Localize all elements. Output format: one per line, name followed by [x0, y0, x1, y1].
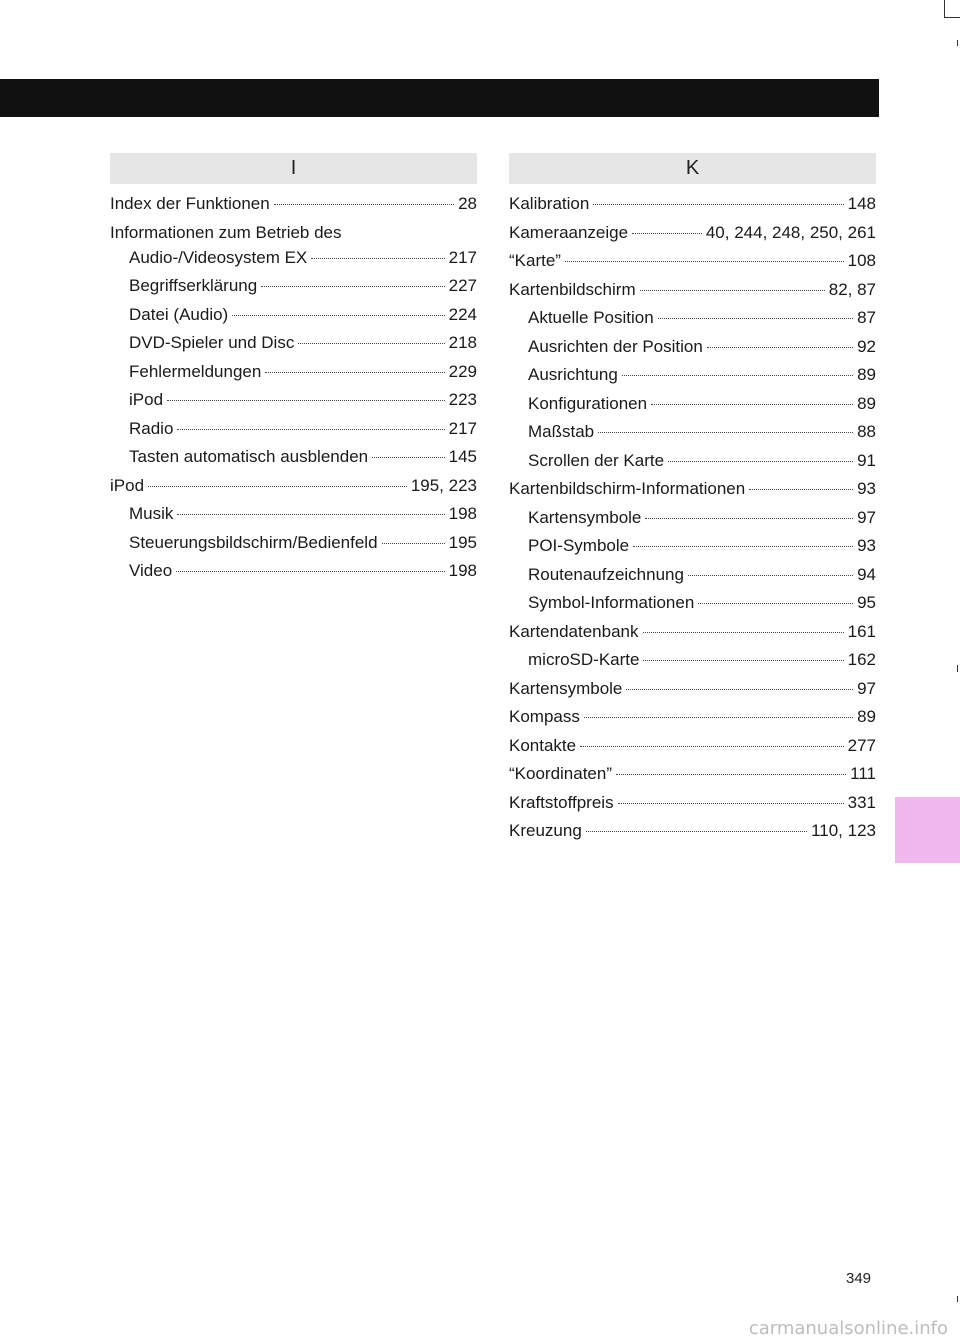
entry-page-reference[interactable]: 162 — [847, 650, 876, 669]
index-entry — [110, 504, 477, 533]
entry-page-reference[interactable]: 89 — [857, 365, 876, 384]
index-entry — [509, 536, 876, 565]
entry-page-reference[interactable]: 198 — [448, 561, 477, 580]
dot-leader — [382, 543, 445, 544]
entry-page-reference[interactable]: 224 — [448, 304, 477, 324]
entry-page-reference[interactable]: 95 — [857, 593, 876, 612]
index-entry — [110, 248, 477, 277]
header-bar — [0, 79, 879, 117]
crop-mark — [957, 40, 958, 46]
dot-leader — [265, 372, 444, 373]
index-entry — [509, 679, 876, 708]
index-entry — [509, 821, 876, 850]
entry-page-reference[interactable]: 82, 87 — [828, 279, 876, 299]
dot-leader — [618, 803, 844, 804]
entry-label: Kreuzung — [509, 821, 582, 840]
entry-label: Kalibration — [509, 194, 590, 213]
dot-leader — [311, 258, 444, 259]
entry-label: Audio-/Videosystem EX — [129, 247, 308, 267]
dot-leader — [177, 514, 444, 515]
index-entry — [509, 707, 876, 736]
page-number: 349 — [846, 1270, 872, 1287]
dot-leader — [148, 486, 407, 487]
index-entry — [110, 390, 477, 419]
crop-mark — [957, 665, 958, 672]
entry-label: Kartensymbole — [528, 507, 642, 527]
entry-page-reference[interactable]: 97 — [857, 678, 876, 698]
entry-page-reference[interactable]: 93 — [857, 536, 876, 555]
entry-page-reference[interactable]: 88 — [857, 422, 876, 441]
entry-page-reference[interactable]: 87 — [857, 308, 876, 327]
entry-label: Kontakte — [509, 735, 577, 755]
dot-leader — [372, 457, 445, 458]
entry-label: microSD-Karte — [528, 650, 640, 669]
index-entry — [110, 276, 477, 305]
entry-label: Ausrichten der Position — [528, 336, 703, 356]
entry-label: Kartenbildschirm-Informationen — [509, 479, 746, 498]
entry-page-reference[interactable]: 145 — [448, 447, 477, 466]
index-entry — [509, 337, 876, 366]
entry-label: Ausrichtung — [528, 365, 618, 384]
entry-page-reference[interactable]: 217 — [448, 247, 477, 267]
dot-leader — [167, 400, 445, 401]
entry-label: Begriffserklärung — [129, 276, 258, 295]
index-entry — [509, 479, 876, 508]
dot-leader — [593, 204, 843, 205]
index-entry — [509, 736, 876, 765]
section-thumb-tab — [895, 797, 960, 863]
dot-leader — [622, 375, 853, 376]
entry-label: Informationen zum Betrieb des — [110, 222, 342, 242]
entry-label: Kartensymbole — [509, 678, 623, 698]
entry-label: iPod — [129, 390, 164, 409]
entry-page-reference[interactable]: 148 — [847, 194, 876, 213]
entry-label: Routenaufzeichnung — [528, 564, 684, 584]
entry-label: Symbol-Informationen — [528, 593, 695, 612]
crop-mark — [957, 1296, 958, 1302]
entry-page-reference[interactable]: 229 — [448, 361, 477, 381]
dot-leader — [658, 318, 853, 319]
entry-page-reference[interactable]: 161 — [847, 621, 876, 641]
dot-leader — [698, 603, 853, 604]
dot-leader — [643, 660, 843, 661]
index-entry — [509, 650, 876, 679]
index-entry — [110, 533, 477, 562]
dot-leader — [688, 575, 853, 576]
entry-label: Musik — [129, 504, 174, 523]
entry-page-reference[interactable]: 92 — [857, 336, 876, 356]
index-entry — [509, 764, 876, 793]
dot-leader — [580, 746, 844, 747]
dot-leader — [645, 518, 853, 519]
index-entry — [509, 622, 876, 651]
dot-leader — [626, 689, 853, 690]
dot-leader — [298, 343, 444, 344]
entry-page-reference[interactable]: 91 — [857, 450, 876, 470]
entry-page-reference[interactable]: 227 — [448, 276, 477, 295]
index-entry — [509, 565, 876, 594]
entry-label: iPod — [110, 475, 145, 495]
entry-label: Steuerungsbildschirm/Bedienfeld — [129, 532, 378, 552]
entry-page-reference[interactable]: 110, 123 — [811, 821, 876, 840]
dot-leader — [586, 831, 807, 832]
entry-page-reference[interactable]: 331 — [847, 792, 876, 812]
dot-leader — [749, 489, 853, 490]
index-entry — [110, 476, 477, 505]
entry-label: Kraftstoffpreis — [509, 792, 614, 812]
dot-leader — [176, 571, 444, 572]
entry-list — [110, 194, 477, 590]
entry-label: Index der Funktionen — [110, 194, 270, 213]
dot-leader — [261, 286, 444, 287]
entry-label: Konfigurationen — [528, 393, 648, 413]
entry-label: Video — [129, 561, 173, 580]
entry-page-reference[interactable]: 223 — [448, 390, 477, 409]
index-entry — [110, 561, 477, 590]
entry-page-reference[interactable]: 111 — [850, 764, 876, 783]
entry-page-reference[interactable]: 218 — [448, 333, 477, 352]
entry-page-reference[interactable]: 94 — [857, 564, 876, 584]
entry-page-reference[interactable]: 93 — [857, 479, 876, 498]
dot-leader — [598, 432, 853, 433]
entry-label: Scrollen der Karte — [528, 450, 665, 470]
index-entry — [110, 223, 477, 248]
dot-leader — [651, 404, 853, 405]
entry-label: Radio — [129, 418, 174, 438]
index-entry — [110, 194, 477, 223]
index-entry — [509, 451, 876, 480]
dot-leader — [633, 546, 853, 547]
entry-label: Kameraanzeige — [509, 222, 629, 242]
entry-page-reference[interactable]: 40, 244, 248, 250, 261 — [705, 222, 876, 242]
dot-leader — [232, 315, 444, 316]
entry-page-reference[interactable]: 89 — [857, 393, 876, 413]
entry-page-reference[interactable]: 195, 223 — [410, 475, 477, 495]
index-entry — [509, 365, 876, 394]
index-entry — [110, 305, 477, 334]
dot-leader — [565, 261, 844, 262]
entry-label: Fehlermeldungen — [129, 361, 262, 381]
index-entry — [110, 362, 477, 391]
dot-leader — [707, 347, 853, 348]
index-entry — [509, 422, 876, 451]
index-entry — [110, 447, 477, 476]
dot-leader — [632, 233, 702, 234]
entry-label: Tasten automatisch ausblenden — [129, 447, 369, 466]
entry-label: POI-Symbole — [528, 536, 630, 555]
entry-label: Maßstab — [528, 422, 595, 441]
index-entry — [509, 194, 876, 223]
entry-page-reference[interactable]: 28 — [458, 194, 477, 213]
entry-list — [509, 194, 876, 850]
index-entry — [509, 593, 876, 622]
crop-mark — [944, 0, 945, 18]
entry-label: Aktuelle Position — [528, 308, 654, 327]
dot-leader — [177, 429, 444, 430]
entry-label: Kompass — [509, 707, 580, 726]
watermark: carmanualsonline.info — [748, 1318, 948, 1339]
letter-heading-i: I — [110, 153, 477, 184]
index-entry — [509, 223, 876, 252]
index-entry — [110, 419, 477, 448]
index-entry — [110, 333, 477, 362]
index-column-i — [110, 153, 477, 590]
index-entry — [509, 251, 876, 280]
entry-label: Kartenbildschirm — [509, 279, 636, 299]
index-column-k — [509, 153, 876, 850]
index-entry — [509, 394, 876, 423]
entry-page-reference[interactable]: 277 — [847, 735, 876, 755]
entry-label: Kartendatenbank — [509, 621, 639, 641]
entry-page-reference[interactable]: 108 — [847, 251, 876, 270]
dot-leader — [668, 461, 853, 462]
entry-label: DVD-Spieler und Disc — [129, 333, 295, 352]
entry-page-reference[interactable]: 89 — [857, 707, 876, 726]
index-entry — [509, 308, 876, 337]
entry-label: “Karte” — [509, 251, 561, 270]
crop-mark — [944, 17, 960, 18]
entry-page-reference[interactable]: 198 — [448, 504, 477, 523]
entry-label: “Koordinaten” — [509, 764, 613, 783]
entry-label: Datei (Audio) — [129, 304, 229, 324]
dot-leader — [584, 717, 853, 718]
dot-leader — [640, 290, 825, 291]
entry-page-reference[interactable]: 97 — [857, 507, 876, 527]
dot-leader — [616, 774, 846, 775]
entry-page-reference[interactable]: 217 — [448, 418, 477, 438]
dot-leader — [274, 204, 454, 205]
index-entry — [509, 280, 876, 309]
letter-heading-k: K — [509, 153, 876, 184]
index-entry — [509, 508, 876, 537]
index-entry — [509, 793, 876, 822]
entry-page-reference[interactable]: 195 — [448, 532, 477, 552]
dot-leader — [643, 632, 844, 633]
